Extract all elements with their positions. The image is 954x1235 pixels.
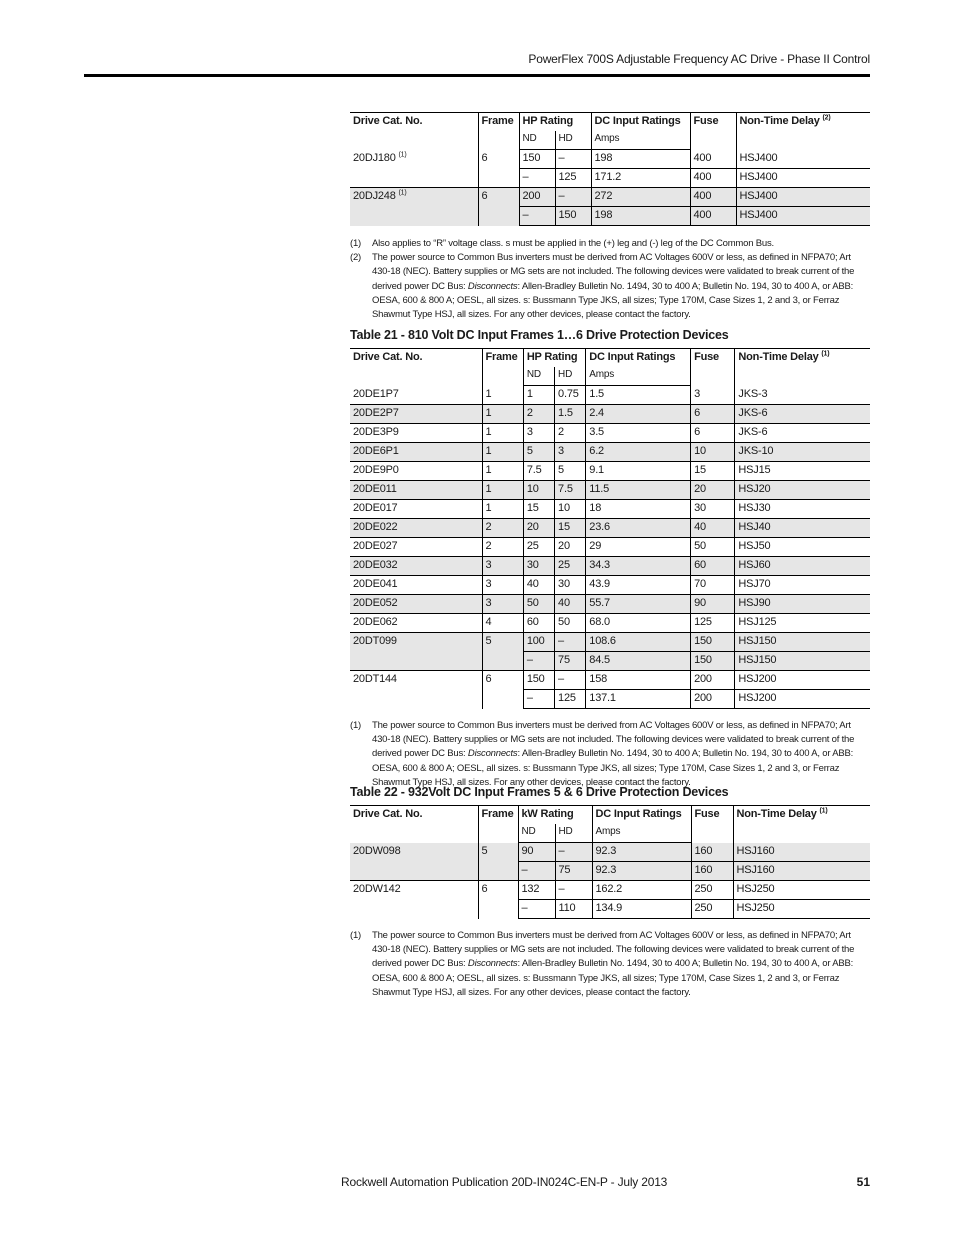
- cell-amps: 23.6: [586, 519, 691, 538]
- cell-ntd: HSJ400: [736, 169, 870, 188]
- cell-nd: 200: [519, 188, 555, 207]
- cell-amps: 134.9: [592, 900, 691, 919]
- cell-hd: –: [555, 633, 586, 652]
- footnote-text: [372, 719, 870, 790]
- cell-hd: –: [555, 881, 592, 900]
- col-rating: kW Rating: [518, 806, 592, 825]
- footnote-text: [372, 251, 870, 322]
- cell-fuse: 400: [690, 207, 736, 226]
- cell-drive-cat-no: [350, 614, 482, 633]
- cell-hd: 10: [555, 500, 586, 519]
- cell-fuse: 150: [691, 633, 735, 652]
- drive-cat-no: 20DE2P7: [353, 407, 399, 419]
- cell-frame: 1: [482, 481, 523, 500]
- footnote-ref: (1): [821, 350, 830, 358]
- cell-frame: 3: [482, 576, 523, 595]
- drive-cat-no: 20DE027: [353, 540, 398, 552]
- cell-amps: 43.9: [586, 576, 691, 595]
- cell-ntd: HSJ250: [733, 900, 870, 919]
- cell-hd: 20: [555, 538, 586, 557]
- cell-amps: 92.3: [592, 843, 691, 862]
- cell-nd: –: [519, 169, 555, 188]
- table-22: [350, 805, 870, 919]
- cell-ntd: HSJ160: [733, 843, 870, 862]
- cell-nd: 7.5: [523, 462, 554, 481]
- cell-fuse: 60: [691, 557, 735, 576]
- sub-hd: HD: [555, 131, 591, 150]
- cell-amps: 171.2: [591, 169, 690, 188]
- cell-drive-cat-no: [350, 443, 482, 462]
- drive-cat-no: 20DT099: [353, 635, 397, 647]
- cell-nd: 100: [523, 633, 554, 652]
- col-dc-input-ratings: DC Input Ratings: [591, 113, 690, 132]
- footnote-number: (1): [350, 720, 362, 731]
- table-row: [350, 443, 870, 462]
- table-21-section: [350, 328, 870, 790]
- cell-fuse: 20: [691, 481, 735, 500]
- footnote-text-emphasis: Disconnects: [467, 748, 518, 760]
- table-21: [350, 348, 870, 709]
- cell-ntd: HSJ70: [735, 576, 870, 595]
- drive-cat-no: 20DE3P9: [353, 426, 399, 438]
- drive-cat-no: 20DT144: [353, 673, 397, 685]
- footnote-text-tail: : Allen-Bradley Bulletin No. 1494, 30 to 400 A; Bulletin No. 194, 30 to 400 A, or ABB: OESA, 600 & 800 A; OESL, all sizes. s: Bussmann Type JKS, all sizes; Type 170M, Case Sizes 1, 2 and 3, or Ferraz Shawmut Type HSJ, all sizes. For any other devices, please contact the factory.: [372, 748, 854, 788]
- cell-fuse: 150: [691, 652, 735, 671]
- table-row: [350, 881, 870, 900]
- drive-cat-no: 20DJ180: [353, 151, 396, 164]
- page-number: 51: [856, 1175, 870, 1189]
- cell-fuse: 200: [691, 671, 735, 690]
- table-22-caption: Table 22 - 932Volt DC Input Frames 5 & 6 Drive Protection Devices: [350, 785, 729, 799]
- cell-nd: 150: [523, 671, 554, 690]
- footnote: [350, 237, 870, 251]
- cell-frame: 1: [482, 462, 523, 481]
- cell-drive-cat-no: [350, 500, 482, 519]
- cell-nd: 20: [523, 519, 554, 538]
- drive-cat-no: 20DE041: [353, 578, 398, 590]
- cell-drive-cat-no: [350, 519, 482, 538]
- cell-ntd: HSJ125: [735, 614, 870, 633]
- table-row: [350, 424, 870, 443]
- table-row: [350, 595, 870, 614]
- cell-hd: 110: [555, 900, 592, 919]
- footnote: [350, 251, 870, 322]
- cell-frame: 3: [482, 595, 523, 614]
- cell-frame: 2: [482, 538, 523, 557]
- cell-hd: 7.5: [555, 481, 586, 500]
- table-21-caption: Table 21 - 810 Volt DC Input Frames 1…6 Drive Protection Devices: [350, 328, 729, 342]
- cell-ntd: HSJ30: [735, 500, 870, 519]
- cell-frame: 1: [482, 443, 523, 462]
- col-dc-input-ratings: DC Input Ratings: [592, 806, 691, 825]
- sub-hd: HD: [555, 367, 586, 386]
- cell-ntd: HSJ250: [733, 881, 870, 900]
- table-header-row: [350, 806, 870, 825]
- footnote-text: [372, 237, 870, 251]
- table-row: [350, 500, 870, 519]
- col-fuse: Fuse: [691, 806, 733, 843]
- table-header-row: [350, 349, 870, 368]
- cell-ntd: HSJ60: [735, 557, 870, 576]
- cell-fuse: 90: [691, 595, 735, 614]
- drive-cat-no: 20DE017: [353, 502, 398, 514]
- cell-amps: 198: [591, 207, 690, 226]
- cell-nd: 2: [523, 405, 554, 424]
- cell-amps: 11.5: [586, 481, 691, 500]
- cell-frame: 6: [478, 150, 519, 188]
- cell-nd: 30: [523, 557, 554, 576]
- cell-frame: 1: [482, 500, 523, 519]
- cell-ntd: HSJ400: [736, 150, 870, 169]
- cell-hd: 125: [555, 690, 586, 709]
- cell-amps: 158: [586, 671, 691, 690]
- cell-drive-cat-no: [350, 538, 482, 557]
- cell-amps: 6.2: [586, 443, 691, 462]
- cell-fuse: 6: [691, 405, 735, 424]
- cell-nd: 132: [518, 881, 555, 900]
- cell-amps: 55.7: [586, 595, 691, 614]
- cell-hd: 25: [555, 557, 586, 576]
- cell-drive-cat-no: [350, 557, 482, 576]
- col-non-time-delay-label: Non-Time Delay: [739, 115, 820, 127]
- footer-publication: Rockwell Automation Publication 20D-IN024C-EN-P - July 2013: [341, 1175, 668, 1189]
- cell-fuse: 160: [691, 843, 733, 862]
- cell-ntd: HSJ200: [735, 690, 870, 709]
- footnote-number: (1): [350, 930, 362, 941]
- footnote-text-emphasis: Disconnects: [467, 280, 518, 292]
- cell-amps: 108.6: [586, 633, 691, 652]
- col-non-time-delay-label: Non-Time Delay: [736, 808, 817, 820]
- cell-fuse: 3: [691, 386, 735, 405]
- drive-cat-no: 20DE022: [353, 521, 398, 533]
- table-row: [350, 557, 870, 576]
- table-row: [350, 633, 870, 652]
- cell-drive-cat-no: [350, 671, 482, 709]
- drive-cat-no: 20DE6P1: [353, 445, 399, 457]
- cell-ntd: HSJ400: [736, 188, 870, 207]
- table-22-footnotes: [350, 929, 870, 1000]
- footnote-text-emphasis: Disconnects: [467, 958, 518, 970]
- cell-fuse: 400: [690, 188, 736, 207]
- col-dc-input-ratings: DC Input Ratings: [586, 349, 691, 368]
- drive-cat-no: 20DJ248: [353, 190, 396, 202]
- drive-cat-no: 20DW142: [353, 883, 401, 895]
- table-row: [350, 538, 870, 557]
- cell-amps: 92.3: [592, 862, 691, 881]
- cell-nd: 15: [523, 500, 554, 519]
- col-fuse: Fuse: [690, 113, 736, 150]
- sub-amps: Amps: [591, 131, 690, 150]
- running-header: PowerFlex 700S Adjustable Frequency AC Drive - Phase II Control: [528, 52, 870, 66]
- cell-amps: 2.4: [586, 405, 691, 424]
- cell-amps: 198: [591, 150, 690, 169]
- cell-hd: 50: [555, 614, 586, 633]
- table-top-footnotes: [350, 237, 870, 322]
- cell-nd: –: [518, 900, 555, 919]
- col-drive-cat-no: Drive Cat. No.: [350, 349, 482, 386]
- cell-frame: 5: [478, 843, 518, 881]
- col-non-time-delay: [736, 113, 870, 150]
- sub-nd: ND: [518, 824, 555, 843]
- table-row: [350, 671, 870, 690]
- cell-hd: 0.75: [555, 386, 586, 405]
- table-row: [350, 150, 870, 169]
- footnote-ref: (1): [398, 189, 407, 197]
- footnote-ref: (1): [819, 807, 828, 815]
- cell-fuse: 6: [691, 424, 735, 443]
- table-row: [350, 481, 870, 500]
- cell-fuse: 160: [691, 862, 733, 881]
- table-row: [350, 519, 870, 538]
- cell-hd: –: [555, 188, 591, 207]
- col-frame: Frame: [478, 806, 518, 843]
- cell-amps: 9.1: [586, 462, 691, 481]
- sub-nd: ND: [519, 131, 555, 150]
- table-row: [350, 462, 870, 481]
- cell-fuse: 125: [691, 614, 735, 633]
- cell-hd: –: [555, 150, 591, 169]
- cell-ntd: HSJ400: [736, 207, 870, 226]
- footnote-number: (2): [350, 252, 362, 264]
- cell-nd: –: [518, 862, 555, 881]
- cell-drive-cat-no: [350, 150, 478, 188]
- cell-drive-cat-no: [350, 424, 482, 443]
- cell-ntd: HSJ150: [735, 633, 870, 652]
- cell-hd: 125: [555, 169, 591, 188]
- cell-fuse: 70: [691, 576, 735, 595]
- footnote-text-tail: : Allen-Bradley Bulletin No. 1494, 30 to 400 A; Bulletin No. 194, 30 to 400 A, or ABB: OESA, 600 & 800 A; OESL, all sizes. s: Bussmann Type JKS, all sizes; Type 170M, Case Sizes 1, 2 and 3, or Ferraz Shawmut Type HSJ, all sizes. For any other devices, please contact the factory.: [372, 958, 854, 998]
- cell-frame: 4: [482, 614, 523, 633]
- cell-drive-cat-no: [350, 843, 478, 881]
- footnote-text-main: Also applies to “R” voltage class. s must be applied in the (+) leg and (-) leg of the DC Common Bus.: [372, 238, 774, 249]
- cell-frame: 5: [482, 633, 523, 671]
- cell-nd: 10: [523, 481, 554, 500]
- footnote-text: [372, 929, 870, 1000]
- cell-hd: 3: [555, 443, 586, 462]
- cell-nd: 60: [523, 614, 554, 633]
- cell-frame: 1: [482, 405, 523, 424]
- cell-nd: 1: [523, 386, 554, 405]
- cell-fuse: 400: [690, 169, 736, 188]
- cell-amps: 34.3: [586, 557, 691, 576]
- cell-fuse: 50: [691, 538, 735, 557]
- cell-drive-cat-no: [350, 462, 482, 481]
- cell-drive-cat-no: [350, 481, 482, 500]
- cell-frame: 1: [482, 386, 523, 405]
- footnote: [350, 929, 870, 1000]
- col-frame: Frame: [478, 113, 519, 150]
- header-rule: [84, 74, 870, 77]
- cell-amps: 84.5: [586, 652, 691, 671]
- cell-nd: 5: [523, 443, 554, 462]
- drive-cat-no: 20DE062: [353, 616, 398, 628]
- col-fuse: Fuse: [691, 349, 735, 386]
- col-rating: HP Rating: [519, 113, 591, 132]
- cell-nd: 50: [523, 595, 554, 614]
- table-top-section: [350, 112, 870, 322]
- cell-fuse: 250: [691, 900, 733, 919]
- cell-frame: 3: [482, 557, 523, 576]
- cell-frame: 6: [478, 881, 518, 919]
- table-row: [350, 614, 870, 633]
- cell-nd: –: [523, 652, 554, 671]
- col-non-time-delay: [735, 349, 870, 386]
- cell-fuse: 15: [691, 462, 735, 481]
- cell-hd: 40: [555, 595, 586, 614]
- cell-frame: 6: [482, 671, 523, 709]
- cell-fuse: 40: [691, 519, 735, 538]
- cell-fuse: 30: [691, 500, 735, 519]
- col-non-time-delay-label: Non-Time Delay: [738, 351, 819, 363]
- cell-frame: 2: [482, 519, 523, 538]
- cell-hd: 15: [555, 519, 586, 538]
- cell-nd: 90: [518, 843, 555, 862]
- sub-nd: ND: [523, 367, 554, 386]
- footnote-text-lead: The power source to Common Bus inverters must be derived from AC Voltages 600V or less, as defined in NFPA70; Art 430-18 (NEC). Battery supplies or MG sets are not included. The following devices were validated to break current of the derived power DC Bus:: [372, 252, 855, 292]
- cell-hd: 1.5: [555, 405, 586, 424]
- cell-drive-cat-no: [350, 386, 482, 405]
- table-row: [350, 405, 870, 424]
- cell-fuse: 400: [690, 150, 736, 169]
- cell-hd: 30: [555, 576, 586, 595]
- sub-amps: Amps: [592, 824, 691, 843]
- cell-ntd: HSJ90: [735, 595, 870, 614]
- col-frame: Frame: [482, 349, 523, 386]
- cell-hd: 5: [555, 462, 586, 481]
- footnote-number: (1): [350, 238, 362, 249]
- cell-amps: 1.5: [586, 386, 691, 405]
- cell-nd: –: [523, 690, 554, 709]
- footnote-text-lead: The power source to Common Bus inverters must be derived from AC Voltages 600V or less, as defined in NFPA70; Art 430-18 (NEC). Battery supplies or MG sets are not included. The following devices were validated to break current of the derived power DC Bus:: [372, 930, 855, 970]
- cell-ntd: HSJ200: [735, 671, 870, 690]
- cell-ntd: HSJ20: [735, 481, 870, 500]
- cell-nd: 25: [523, 538, 554, 557]
- cell-amps: 68.0: [586, 614, 691, 633]
- drive-cat-no: 20DW098: [353, 844, 401, 857]
- cell-hd: 75: [555, 652, 586, 671]
- drive-cat-no: 20DE032: [353, 559, 398, 571]
- sub-hd: HD: [555, 824, 592, 843]
- cell-fuse: 10: [691, 443, 735, 462]
- cell-amps: 137.1: [586, 690, 691, 709]
- table-row: [350, 843, 870, 862]
- cell-hd: 2: [555, 424, 586, 443]
- col-rating: HP Rating: [523, 349, 585, 368]
- table-header-row: [350, 113, 870, 132]
- cell-fuse: 200: [691, 690, 735, 709]
- cell-amps: 3.5: [586, 424, 691, 443]
- cell-ntd: HSJ160: [733, 862, 870, 881]
- cell-frame: 1: [482, 424, 523, 443]
- col-drive-cat-no: Drive Cat. No.: [350, 113, 478, 150]
- cell-ntd: JKS-6: [735, 424, 870, 443]
- footnote-ref: (1): [398, 150, 407, 158]
- cell-ntd: HSJ40: [735, 519, 870, 538]
- drive-protection-table-top: [350, 112, 870, 226]
- cell-amps: 162.2: [592, 881, 691, 900]
- cell-amps: 272: [591, 188, 690, 207]
- cell-hd: –: [555, 843, 592, 862]
- cell-drive-cat-no: [350, 405, 482, 424]
- table-21-footnotes: [350, 719, 870, 790]
- cell-frame: 6: [478, 188, 519, 226]
- cell-ntd: HSJ15: [735, 462, 870, 481]
- cell-amps: 29: [586, 538, 691, 557]
- col-non-time-delay: [733, 806, 870, 843]
- table-row: [350, 576, 870, 595]
- cell-drive-cat-no: [350, 633, 482, 671]
- cell-nd: 40: [523, 576, 554, 595]
- footnote-text-lead: The power source to Common Bus inverters must be derived from AC Voltages 600V or less, as defined in NFPA70; Art 430-18 (NEC). Battery supplies or MG sets are not included. The following devices were validated to break current of the derived power DC Bus:: [372, 720, 855, 760]
- drive-cat-no: 20DE9P0: [353, 464, 399, 476]
- footnote-text-tail: : Allen-Bradley Bulletin No. 1494, 30 to 400 A; Bulletin No. 194, 30 to 400 A, or ABB: OESA, 600 & 800 A; OESL, all sizes. s: Bussmann Type JKS, all sizes; Type 170M, Case Sizes 1, 2 and 3, or Ferraz Shawmut Type HSJ, all sizes. For any other devices, please contact the factory.: [372, 280, 854, 321]
- cell-ntd: JKS-10: [735, 443, 870, 462]
- cell-fuse: 250: [691, 881, 733, 900]
- cell-drive-cat-no: [350, 188, 478, 226]
- cell-drive-cat-no: [350, 595, 482, 614]
- cell-hd: 75: [555, 862, 592, 881]
- cell-hd: 150: [555, 207, 591, 226]
- cell-ntd: JKS-6: [735, 405, 870, 424]
- cell-nd: 3: [523, 424, 554, 443]
- cell-ntd: HSJ150: [735, 652, 870, 671]
- cell-drive-cat-no: [350, 576, 482, 595]
- footnote: [350, 719, 870, 790]
- drive-cat-no: 20DE1P7: [353, 387, 399, 400]
- cell-nd: –: [519, 207, 555, 226]
- footnote-ref: (2): [822, 114, 831, 122]
- table-row: [350, 386, 870, 405]
- cell-ntd: HSJ50: [735, 538, 870, 557]
- drive-cat-no: 20DE052: [353, 597, 398, 609]
- sub-amps: Amps: [586, 367, 691, 386]
- cell-amps: 18: [586, 500, 691, 519]
- cell-nd: 150: [519, 150, 555, 169]
- table-row: [350, 188, 870, 207]
- col-drive-cat-no: Drive Cat. No.: [350, 806, 478, 843]
- drive-cat-no: 20DE011: [353, 483, 397, 495]
- cell-drive-cat-no: [350, 881, 478, 919]
- cell-ntd: JKS-3: [735, 386, 870, 405]
- table-22-section: [350, 785, 870, 1000]
- cell-hd: –: [555, 671, 586, 690]
